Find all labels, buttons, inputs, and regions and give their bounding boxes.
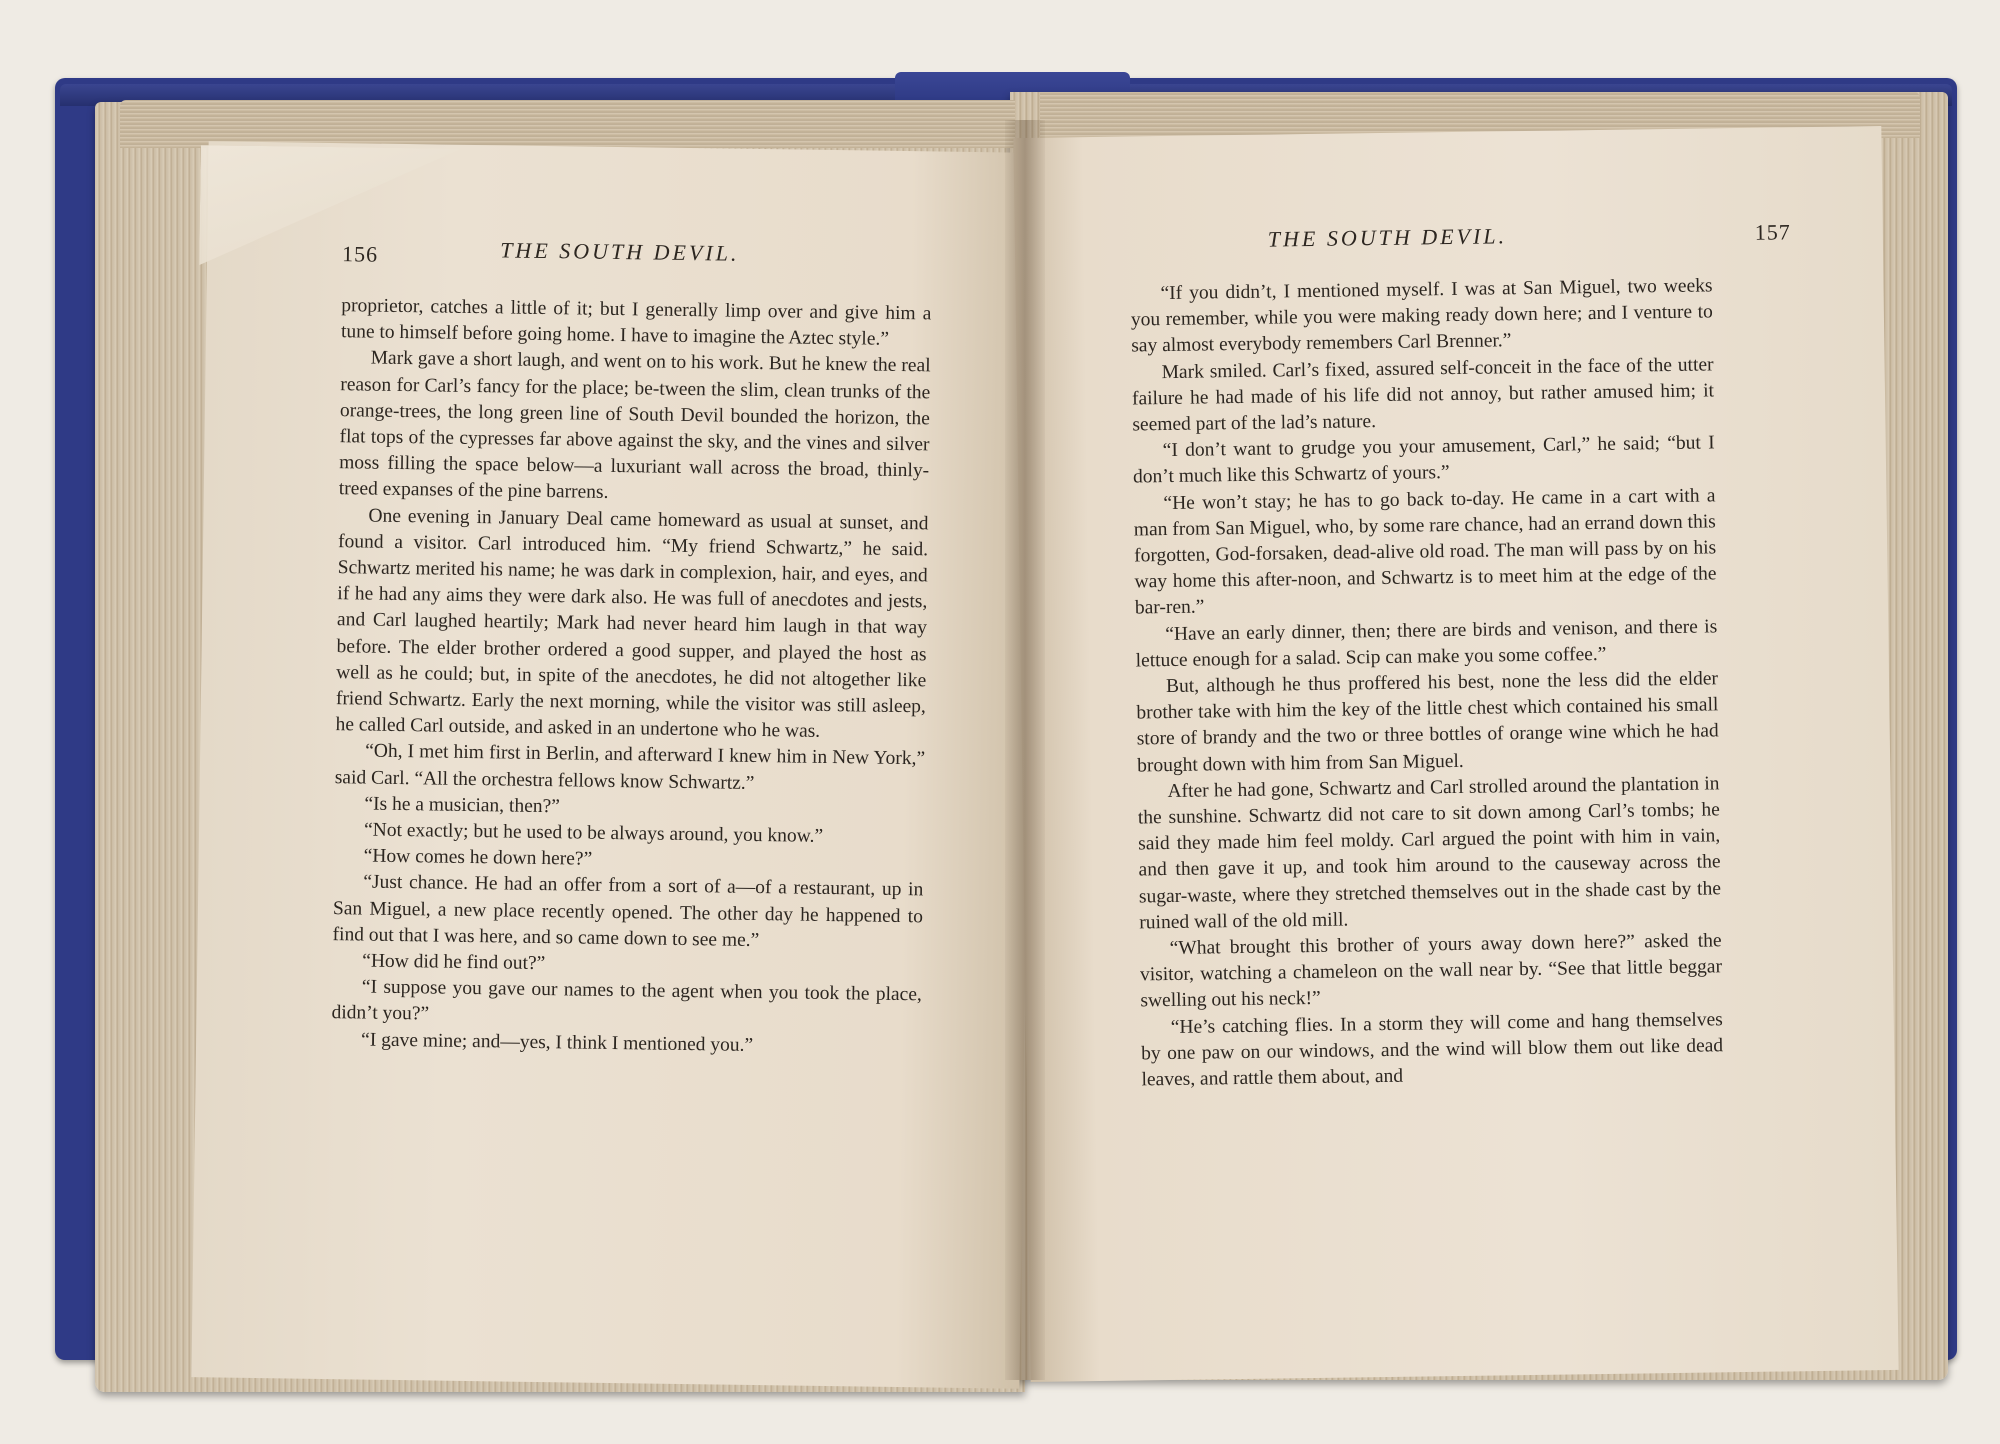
left-running-head (342, 235, 928, 283)
paragraph: “Oh, I met him first in Berlin, and afterward I knew him in New York,” said Carl. “All the orchestra fellows know Schwartz.” (334, 740, 926, 794)
paragraph: “How did he find out?” (362, 950, 546, 975)
left-page-number: 156 (341, 241, 379, 267)
paragraph: “How comes he down here?” (363, 845, 593, 870)
paragraph: proprietor, catches a little of it; but I generally limp over and give him a tune to himself before going home. I have to imagine the Aztec style.” (340, 295, 932, 350)
paragraph: Mark smiled. Carl’s fixed, assured self-conceit in the face of the utter failure he had made of his life did not annoy, but rather amused him; it seemed part of the lad’s nature. (1131, 353, 1715, 436)
right-running-head (1130, 219, 1791, 268)
paragraph: “He’s catching flies. In a storm they will come and hang themselves by one paw on our windows, and the wind will blow them out like dead leaves, and rattle them about, and (1141, 1008, 1724, 1091)
left-page-block-top (120, 100, 1015, 148)
right-running-title: THE SOUTH DEVIL. (1267, 223, 1508, 252)
paragraph: “I don’t want to grudge you your amusement, Carl,” he said; “but I don’t much like this Schwartz of yours.” (1132, 432, 1715, 488)
paragraph: “He won’t stay; he has to go back to-day. He came in a cart with a man from San Miguel, who, by some rare chance, had an errand down this forgotten, God-forsaken, dead-alive old road. The man will pass by on his way home this after-noon, and Schwartz is to meet him at the edge of the bar-ren.” (1133, 484, 1717, 619)
paragraph: “If you didn’t, I mentioned myself. I was at San Miguel, two weeks you remember, while you were making ready down here; and I venture to say almost everybody remembers Carl Brenner.” (1130, 275, 1714, 357)
paragraph: Mark gave a short laugh, and went on to his work. But he knew the real reason for Carl’s fancy for the place; be-tween the slim, clean trunks of the orange-trees, the long green line of South Devil bounded the horizon, the flat tops of the cypresses far above against the sky, and the vines and silver moss filling the space below—a luxuriant wall across the broad, thinly-treed expanses of the pine barrens. (338, 347, 931, 504)
paragraph: “Have an early dinner, then; there are birds and venison, and there is lettuce enough for a salad. Scip can make you some coffee.” (1135, 615, 1718, 672)
right-page-number: 157 (1754, 219, 1791, 245)
paragraph: “Is he a musician, then?” (364, 793, 561, 818)
paragraph: After he had gone, Schwartz and Carl strolled around the plantation in the sunshine. Schwartz did not care to sit down among Carl’s tombs; he said they made him feel moldy. Carl argued the point with him in vain, and then gave it up, and took him around to the causeway across the sugar-waste, where they stretched themselves out in the shade cast by the ruined wall of the old mill. (1137, 773, 1722, 934)
paragraph: “I gave mine; and—yes, I think I mentioned you.” (360, 1029, 754, 1056)
paragraph: “Not exactly; but he used to be always around, you know.” (363, 819, 824, 847)
book-gutter (1005, 120, 1045, 1380)
paragraph: “Just chance. He had an offer from a sort of a—of a restaurant, up in San Miguel, a new place recently opened. The other day he happened to find out that I was here, and so came down to see me.” (332, 871, 924, 951)
paragraph: But, although he thus proffered his best, none the less did the elder brother take with him the key of the little chest which contained his small store of brandy and the two or three bottles of orange wine which he had brought down with him from San Miguel. (1136, 668, 1719, 777)
left-page-body (331, 293, 932, 1061)
right-page (1013, 126, 1898, 1382)
right-page-body (1130, 273, 1723, 1093)
paragraph: “I suppose you gave our names to the agent when you took the place, didn’t you?” (331, 976, 922, 1025)
paragraph: “What brought this brother of yours away down here?” asked the visitor, watching a chameleon on the wall near by. “See that little beggar swelling out his neck!” (1139, 930, 1723, 1012)
left-running-title: THE SOUTH DEVIL. (500, 237, 740, 266)
left-page (191, 141, 1036, 1388)
paragraph: One evening in January Deal came homeward as usual at sunset, and found a visitor. Carl introduced him. “My friend Schwartz,” he said. Schwartz merited his name; he was dark in complexion, hair, and eyes, and if he had any aims they were dark also. He was full of anecdotes and jests, and Carl laughed heartily; Mark had never heard him laugh in that way before. The elder brother ordered a good supper, and played the host as well as he could; but, in spite of the anecdotes, he did not altogether like friend Schwartz. Early the next morning, while the visitor was still asleep, he called Carl outside, and asked in an undertone who he was. (335, 505, 929, 743)
